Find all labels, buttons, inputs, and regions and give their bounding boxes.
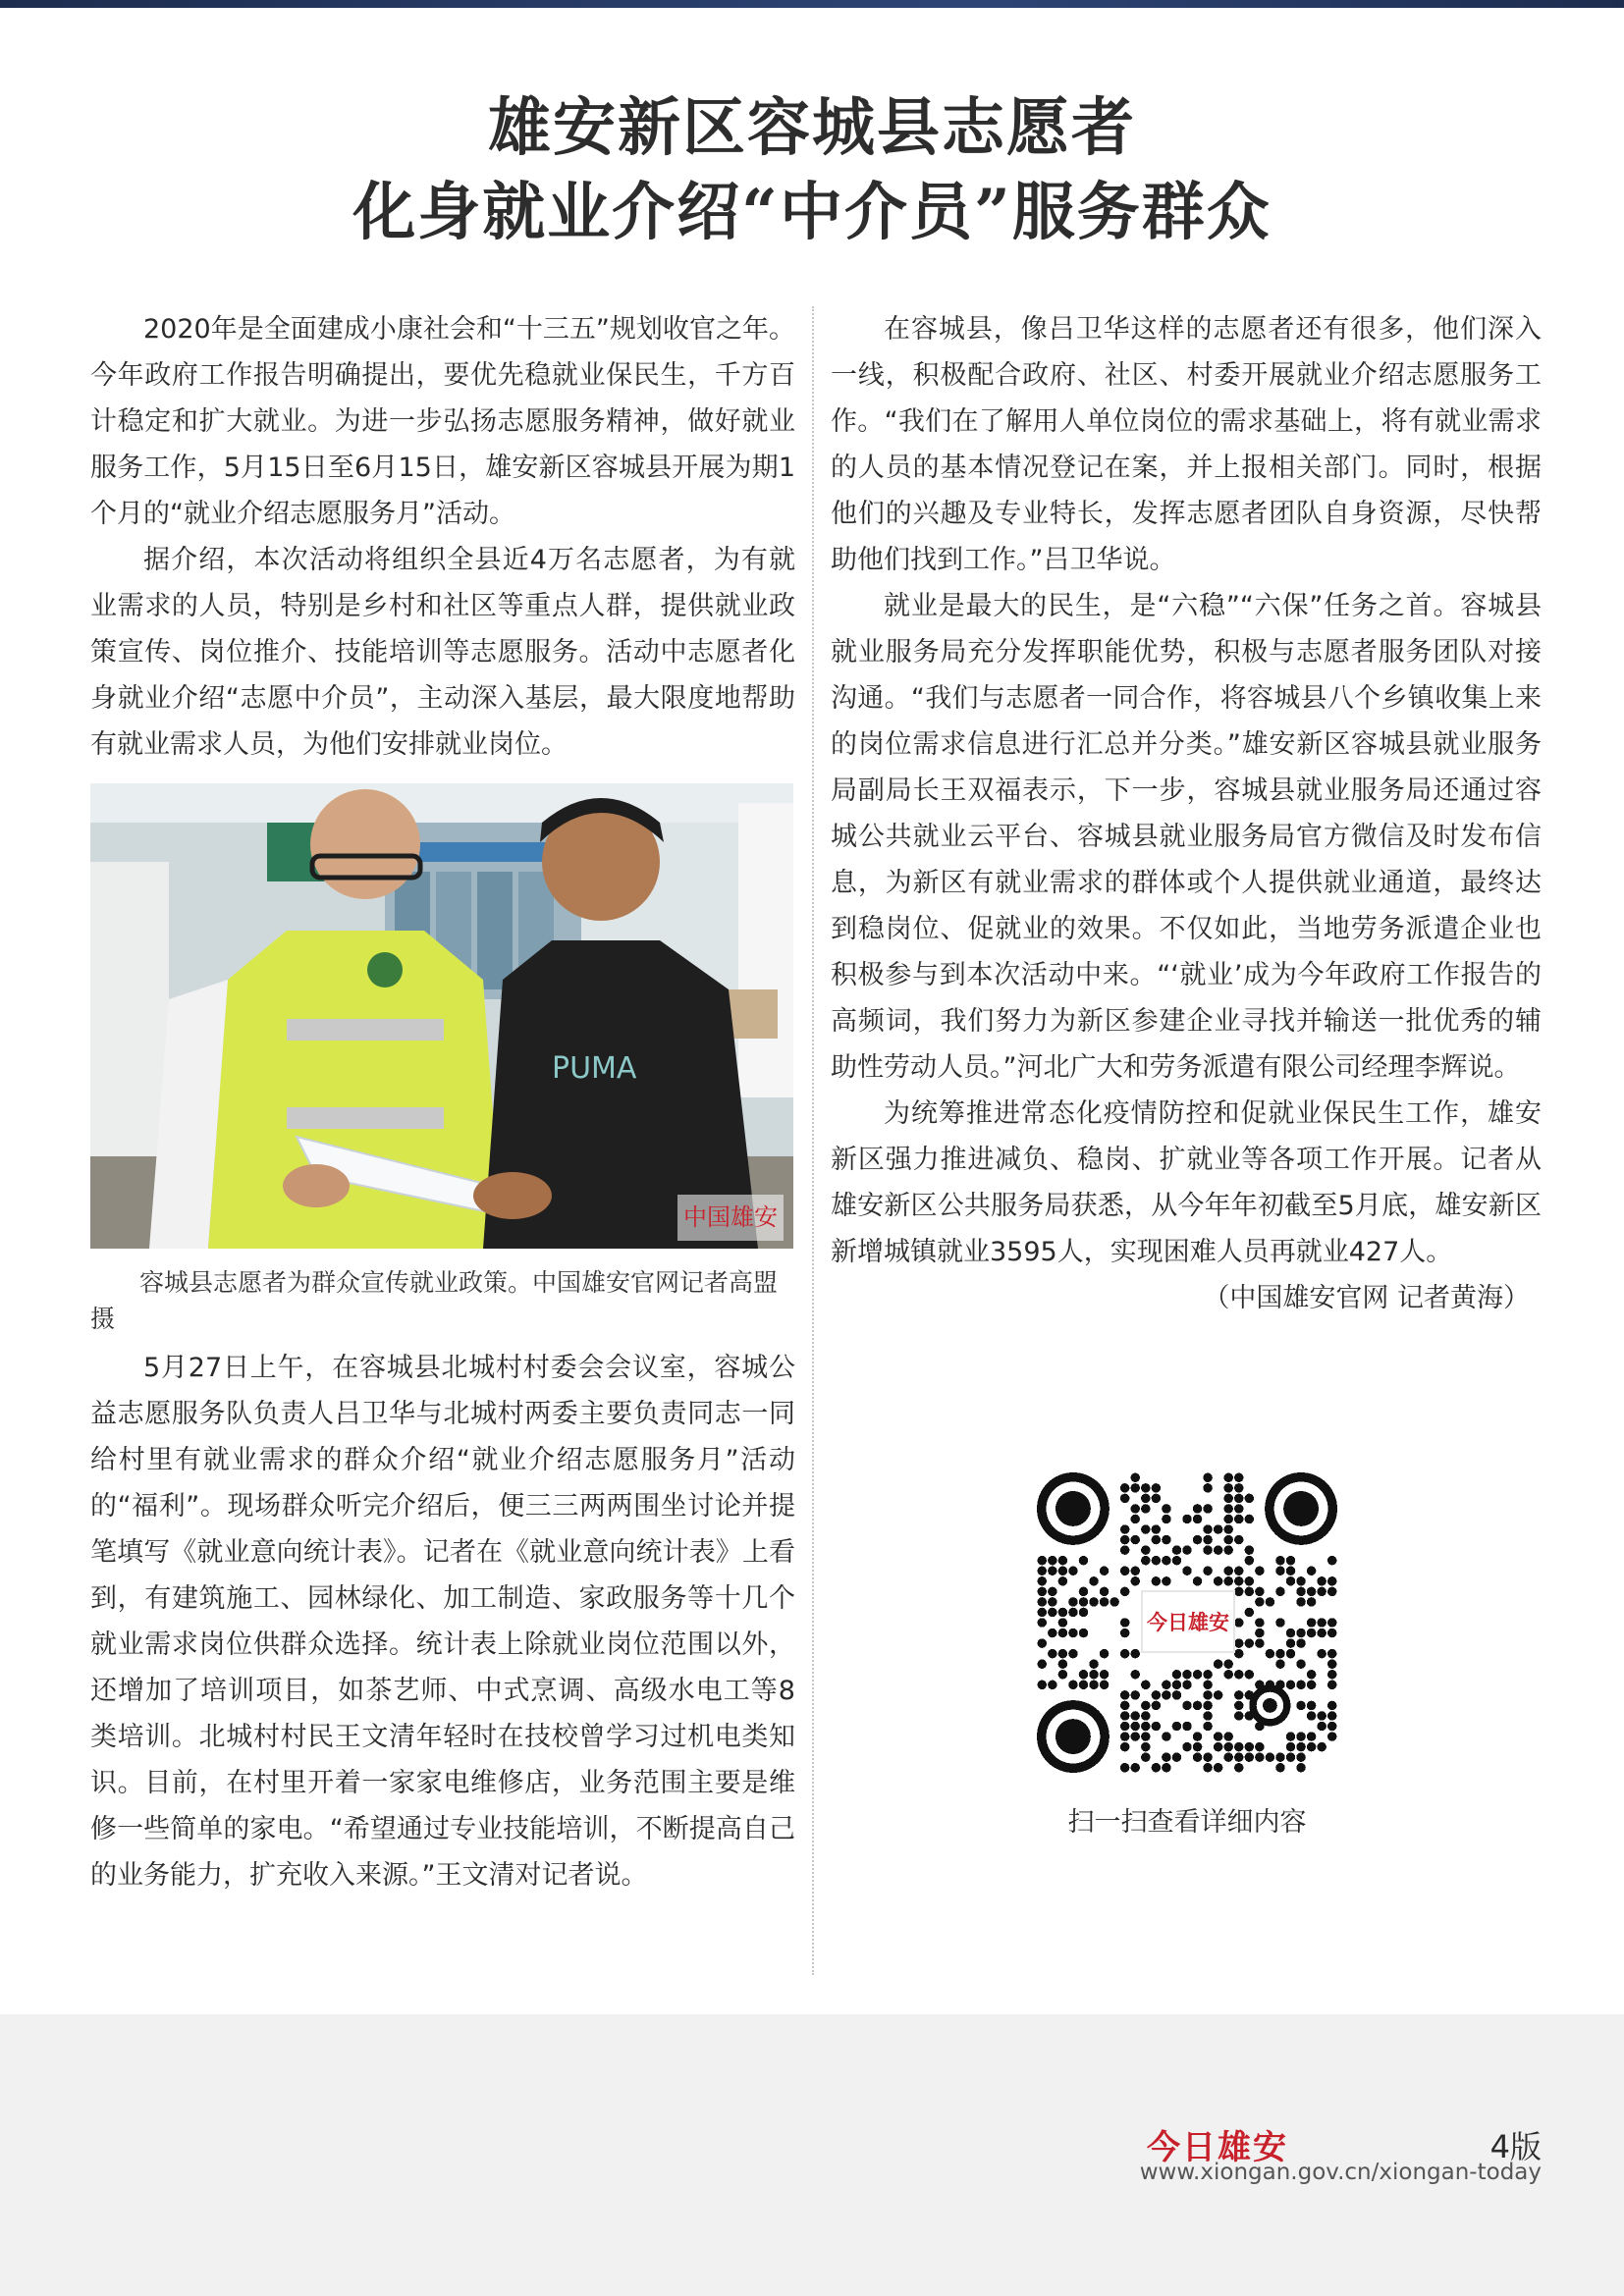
- svg-text:PUMA: PUMA: [552, 1051, 637, 1086]
- left-paragraph-1: 2020年是全面建成小康社会和“十三五”规划收官之年。今年政府工作报告明确提出，要优先稳就业保民生，千方百计稳定和扩大就业。为进一步弘扬志愿服务精神，做好就业服务工作，5月15日至6月15日，雄安新区容城县开展为期1个月的“就业介绍志愿服务月”活动。: [90, 314, 795, 529]
- photo-watermark: 中国雄安: [677, 1195, 784, 1241]
- qr-finder-mark: [1056, 1719, 1091, 1754]
- footer-band: [0, 2014, 1624, 2296]
- qr-finder-mark: [1056, 1491, 1091, 1526]
- qr-code[interactable]: [1037, 1472, 1337, 1773]
- qr-caption: 扫一扫查看详细内容: [1067, 1807, 1307, 1838]
- right-paragraph-1: 在容城县，像吕卫华这样的志愿者还有很多，他们深入一线，积极配合政府、社区、村委开展就业介绍志愿服务工作。“我们在了解用人单位岗位的需求基础上，将有就业需求的人员的基本情况登记在案，并上报相关部门。同时，根据他们的兴趣及专业特长，发挥志愿者团队自身资源，尽快帮助他们找到工作。”吕卫华说。: [831, 314, 1542, 575]
- column-divider: [812, 306, 814, 1975]
- left-column: [90, 306, 795, 1898]
- headline: [0, 86, 1624, 255]
- right-paragraph-2: 就业是最大的民生，是“六稳”“六保”任务之首。容城县就业服务局充分发挥职能优势，积极与志愿者服务团队对接沟通。“我们与志愿者一同合作，将容城县八个乡镇收集上来的岗位需求信息进行汇总并分类。”雄安新区容城县就业服务局副局长王双福表示，下一步，容城县就业服务局还通过容城公共就业云平台、容城县就业服务局官方微信及时发布信息，为新区有就业需求的群体或个人提供就业通道，最终达到稳岗位、促就业的效果。不仅如此，当地劳务派遣企业也积极参与到本次活动中来。“‘就业’成为今年政府工作报告的高频词，我们努力为新区参建企业寻找并输送一批优秀的辅助性劳动人员。”河北广大和劳务派遣有限公司经理李辉说。: [831, 591, 1542, 1083]
- qr-center-logo: 今日雄安: [1141, 1590, 1235, 1653]
- photo-caption: 容城县志愿者为群众宣传就业政策。中国雄安官网记者高盟 摄: [90, 1268, 779, 1333]
- right-paragraph-3: 为统筹推进常态化疫情防控和促就业保民生工作，雄安新区强力推进减负、稳岗、扩就业等各项工作开展。记者从雄安新区公共服务局获悉，从今年年初截至5月底，雄安新区新增城镇就业3595人，实现困难人员再就业427人。: [831, 1098, 1542, 1267]
- qr-finder-mark: [1283, 1491, 1319, 1526]
- page-number: 4版: [1489, 2128, 1542, 2165]
- news-photo: [90, 783, 793, 1249]
- article-byline: （中国雄安官网 记者黄海）: [1203, 1283, 1530, 1313]
- news-photo-illustration: [90, 783, 793, 1249]
- headline-line-2: 化身就业介绍“中介员”服务群众: [352, 176, 1272, 249]
- right-column: [831, 306, 1542, 1321]
- footer-logo: 今日雄安: [1147, 2128, 1288, 2167]
- qr-alignment-mark: [1263, 1698, 1277, 1713]
- left-paragraph-2: 据介绍，本次活动将组织全县近4万名志愿者，为有就业需求的人员，特别是乡村和社区等重点人群，提供就业政策宣传、岗位推介、技能培训等志愿服务。活动中志愿者化身就业介绍“志愿中介员”，主动深入基层，最大限度地帮助有就业需求人员，为他们安排就业岗位。: [90, 545, 795, 760]
- footer-url[interactable]: www.xiongan.gov.cn/xiongan-today: [1139, 2160, 1542, 2185]
- top-accent-bar: [0, 0, 1624, 8]
- headline-line-1: 雄安新区容城县志愿者: [488, 91, 1136, 165]
- left-paragraph-3: 5月27日上午，在容城县北城村村委会会议室，容城公益志愿服务队负责人吕卫华与北城村两委主要负责同志一同给村里有就业需求的群众介绍“就业介绍志愿服务月”活动的“福利”。现场群众听完介绍后，便三三两两围坐讨论并提笔填写《就业意向统计表》。记者在《就业意向统计表》上看到，有建筑施工、园林绿化、加工制造、家政服务等十几个就业需求岗位供群众选择。统计表上除就业岗位范围以外，还增加了培训项目，如茶艺师、中式烹调、高级水电工等8类培训。北城村村民王文清年轻时在技校曾学习过机电类知识。目前，在村里开着一家家电维修店，业务范围主要是维修一些简单的家电。“希望通过专业技能培训，不断提高自己的业务能力，扩充收入来源。”王文清对记者说。: [90, 1353, 795, 1891]
